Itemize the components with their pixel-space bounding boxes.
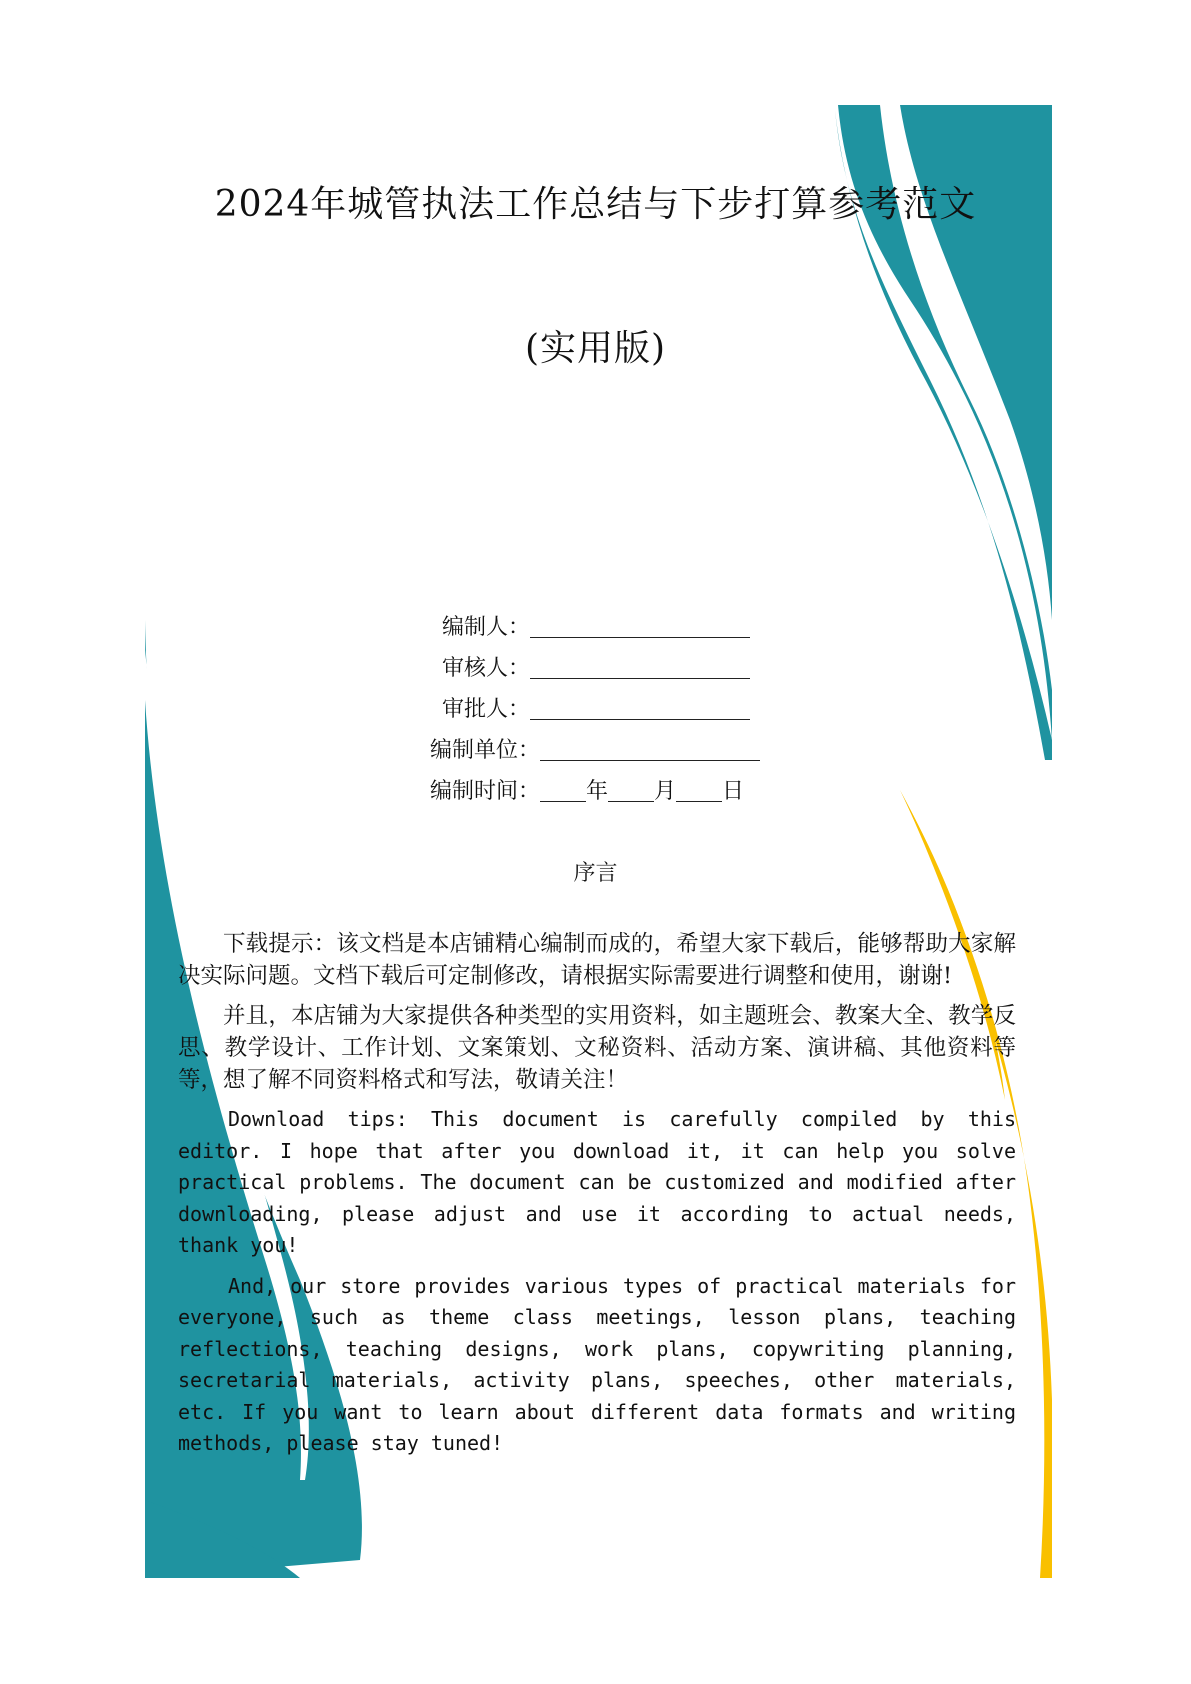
- reviewer-row: [442, 651, 750, 682]
- preface-paragraph-en-2: And, our store provides various types of practical materials for everyone, such as theme class meetings, lesson plans, teaching reflections, teaching designs, work plans, copywriting planning, secretarial materials, activity plans, speeches, other materials, etc. If you want to learn about different data formats and writing methods, please stay tuned!: [178, 1273, 1016, 1455]
- compiler-label: 编制人：: [442, 615, 531, 640]
- preface-paragraph-cn-2: 并且，本店铺为大家提供各种类型的实用资料，如主题班会、教案大全、教学反思、教学设计、工作计划、文案策划、文秘资料、活动方案、演讲稿、其他资料等等，想了解不同资料格式和写法，敬请关注！: [178, 1003, 1016, 1093]
- preface-paragraph-cn-1: 下载提示：该文档是本店铺精心编制而成的，希望大家下载后，能够帮助大家解决实际问题。文档下载后可定制修改，请根据实际需要进行调整和使用，谢谢!: [178, 931, 1016, 989]
- unit-row: [430, 733, 760, 764]
- month-blank: [608, 779, 654, 802]
- time-label: 编制时间：: [430, 779, 541, 804]
- unit-label: 编制单位：: [430, 738, 541, 763]
- day-blank: [676, 779, 722, 802]
- document-title: 2024年城管执法工作总结与下步打算参考范文: [214, 184, 977, 225]
- document-subtitle: (实用版): [524, 328, 667, 369]
- reviewer-label: 审核人：: [442, 656, 531, 681]
- preface-body: [178, 928, 1016, 1469]
- preface-heading: 序言: [573, 861, 618, 886]
- year-blank: [540, 779, 586, 802]
- reviewer-blank: [530, 656, 750, 679]
- time-row: [430, 774, 744, 805]
- approver-blank: [530, 697, 750, 720]
- month-label: 月: [654, 779, 677, 804]
- preface-paragraph-en-1: Download tips: This document is carefully compiled by this editor. I hope that after you download it, it can help you solve practical problems. The document can be customized and modified after downloading, please adjust and use it according to actual needs, thank you!: [178, 1107, 1016, 1257]
- compiler-row: [442, 610, 750, 641]
- approver-row: [442, 692, 750, 723]
- compiler-blank: [530, 615, 750, 638]
- day-label: 日: [722, 779, 745, 804]
- year-label: 年: [586, 779, 609, 804]
- unit-blank: [540, 738, 760, 761]
- approver-label: 审批人：: [442, 697, 531, 722]
